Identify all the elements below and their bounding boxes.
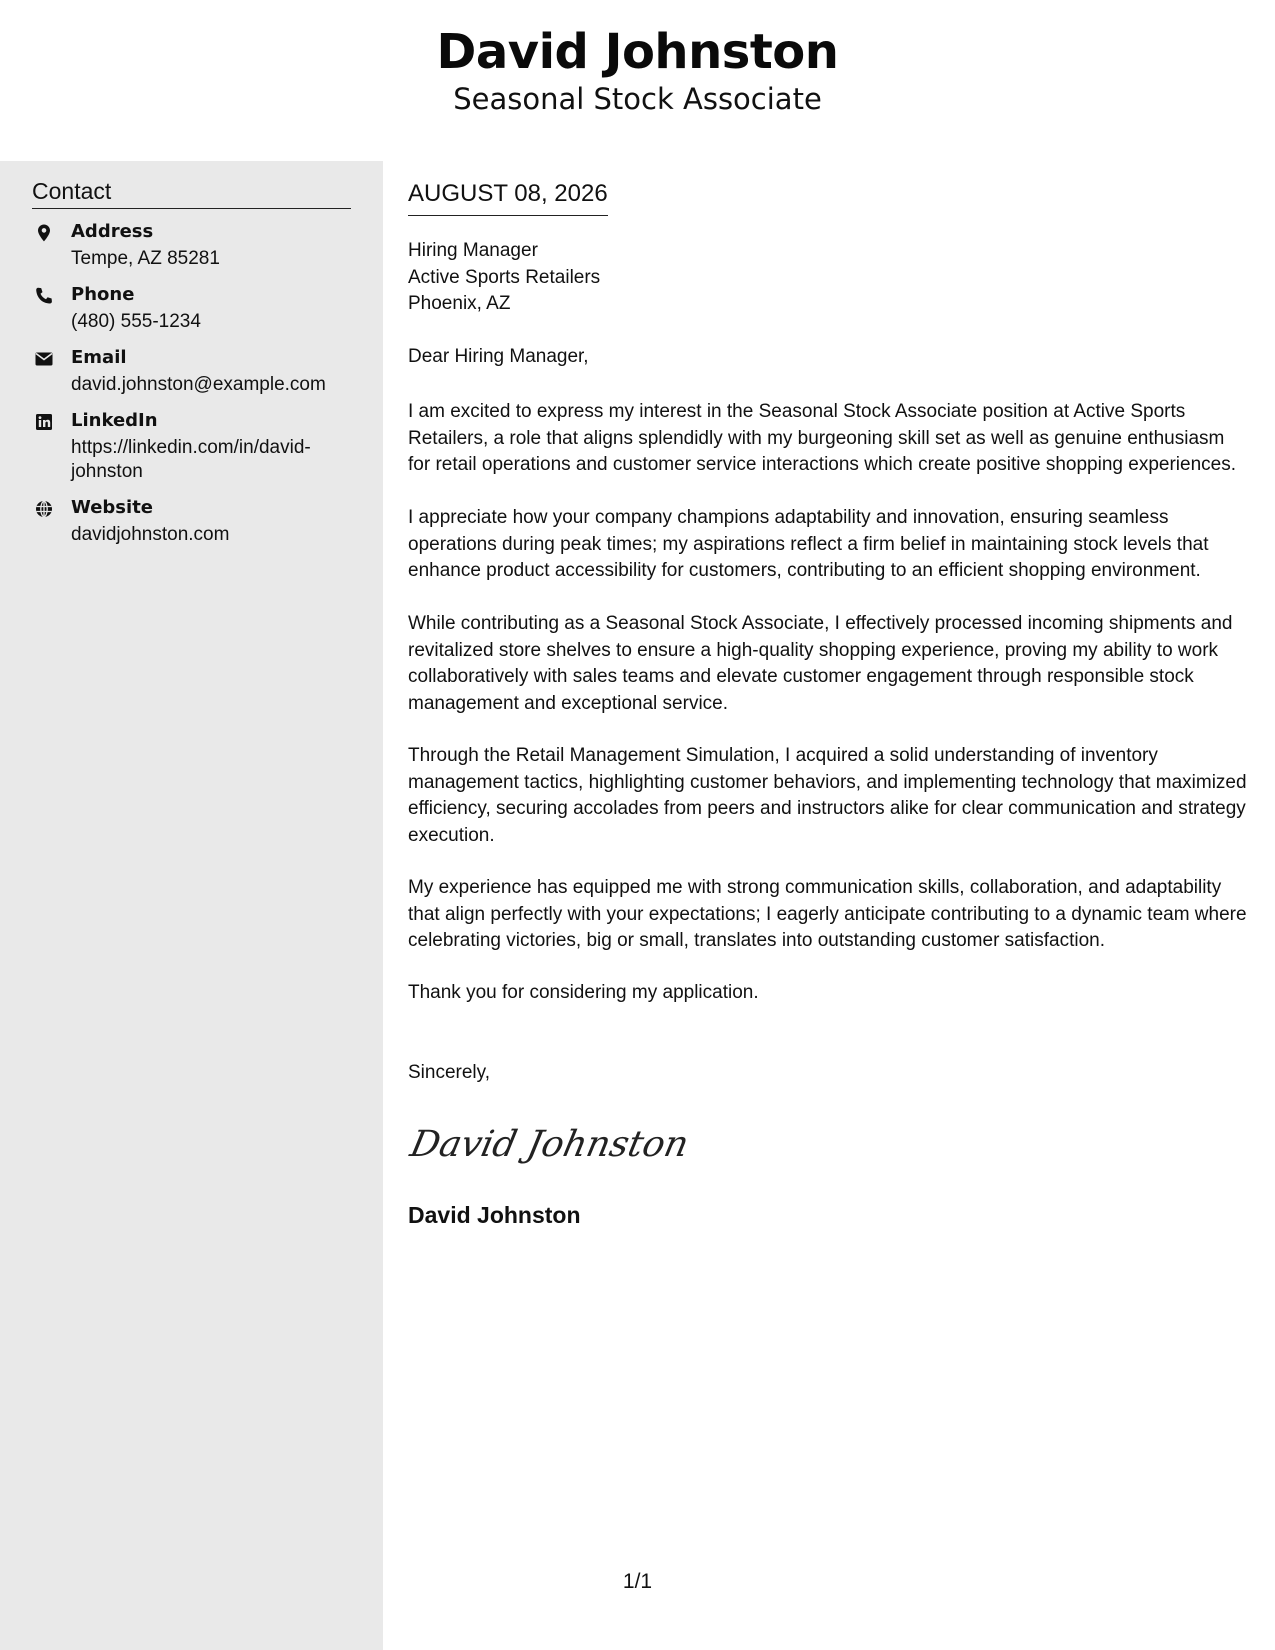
recipient-block — [408, 238, 600, 318]
applicant-name: David Johnston — [436, 24, 839, 80]
contact-label: Address — [71, 221, 154, 242]
letter-paragraph: I appreciate how your company champions adaptability and innovation, ensuring seamless operations during peak times; my aspirations reflect a firm belief in maintaining stock levels that enhance product accessibility for customers, contributing to an efficient shopping environment. — [408, 507, 1209, 581]
salutation: Dear Hiring Manager, — [408, 346, 589, 367]
contact-value: david.johnston@example.com — [71, 374, 326, 395]
phone-icon — [34, 286, 54, 306]
letter-paragraph: My experience has equipped me with strong communication skills, collaboration, and adaptability that align perfectly with your expectations; I eagerly anticipate contributing to a dynamic team where celebrating victories, big or small, translates into outstanding customer satisfaction. — [408, 877, 1247, 951]
recipient-name: Hiring Manager — [408, 240, 538, 261]
contact-label: LinkedIn — [71, 410, 158, 431]
recipient-location: Phoenix, AZ — [408, 293, 511, 314]
signature-script: David Johnston — [406, 1122, 693, 1165]
map-pin-icon — [34, 223, 54, 243]
contact-value: Tempe, AZ 85281 — [71, 248, 220, 269]
contact-value: (480) 555-1234 — [71, 311, 201, 332]
page-number: 1/1 — [622, 1570, 653, 1593]
applicant-role: Seasonal Stock Associate — [453, 82, 822, 116]
letter-date: AUGUST 08, 2026 — [408, 180, 608, 216]
letter-paragraph: Through the Retail Management Simulation, I acquired a solid understanding of inventory management tactics, highlighting customer behaviors, and implementing technology that maximized efficiency, securing accolades from peers and instructors alike for clear communication and strategy execution. — [408, 745, 1247, 846]
signer-name: David Johnston — [408, 1202, 581, 1228]
linkedin-icon — [34, 412, 54, 432]
contact-label: Website — [71, 497, 154, 518]
resume-header — [0, 0, 1275, 160]
closing-line: Sincerely, — [408, 1062, 491, 1083]
contact-value[interactable]: davidjohnston.com — [71, 524, 230, 545]
contact-heading: Contact — [32, 178, 351, 209]
letter-paragraph: While contributing as a Seasonal Stock Associate, I effectively processed incoming shipments and revitalized store shelves to ensure a high-quality shopping experience, proving my ability to work collaboratively with sales teams and elevate customer engagement through responsible stock management and exceptional service. — [408, 613, 1233, 714]
envelope-icon — [34, 349, 54, 369]
globe-icon — [34, 499, 54, 519]
recipient-company: Active Sports Retailers — [408, 266, 601, 288]
contact-label: Email — [71, 347, 127, 368]
contact-label: Phone — [71, 284, 135, 305]
letter-paragraph: I am excited to express my interest in the Seasonal Stock Associate position at Active Sports Retailers, a role that aligns splendidly with my burgeoning skill set as well as genuine enthusiasm for retail operations and customer service interactions which create positive shopping experiences. — [408, 401, 1236, 475]
thanks-line: Thank you for considering my application. — [408, 982, 759, 1003]
contact-value[interactable]: https://linkedin.com/in/david-johnston — [71, 437, 311, 482]
handwritten-signature — [406, 1112, 693, 1177]
